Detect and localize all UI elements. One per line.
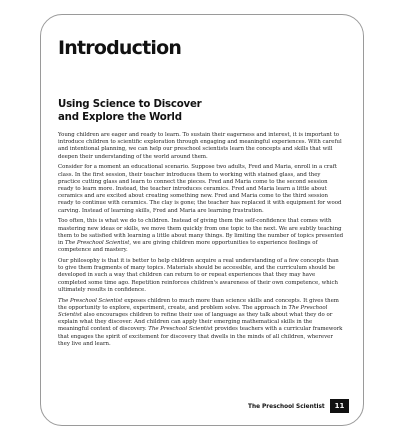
paragraph-text: , we are giving children more opportunities to experience feelings of competence and mastery. bbox=[58, 240, 318, 254]
paragraph-text: Our philosophy is that it is better to help children acquire a real understanding of a few concepts than to give them fragments of many topics. Materials should be accessible, and the curriculum should be developed in such a way that children can return to or repeat experiences that they may have completed some time ago. Repetition reinforces children's awareness of their own competence, which ultimately results in confidence. bbox=[58, 258, 339, 293]
book-title-reference: The Preschool Scientist bbox=[58, 304, 328, 319]
subtitle-line-1: Using Science to Discover bbox=[58, 99, 202, 110]
body-paragraph bbox=[58, 132, 344, 161]
paragraph-text: Young children are eager and ready to learn. To sustain their eagerness and interest, it is important to introduce children to scientific exploration through engaging and meaningful experiences. With careful and intentional planning, we can help our preschool scientists learn the concepts and skills that will deepen their understanding of the world around them. bbox=[58, 132, 342, 160]
body-paragraph bbox=[58, 218, 344, 254]
page-number-badge: 11 bbox=[330, 399, 349, 413]
body-paragraph bbox=[58, 298, 344, 348]
section-subtitle bbox=[58, 98, 338, 124]
paragraph-text: provides teachers with a curricular framework that engages the spirit of excitement for discovery that dwells in the minds of all children, wherever they live and learn. bbox=[58, 326, 343, 347]
body-paragraph bbox=[58, 258, 344, 294]
book-title-reference: The Preschool Scientist bbox=[64, 240, 130, 247]
book-title-reference: The Preschool Scientist bbox=[58, 297, 123, 304]
footer-book-title: The Preschool Scientist bbox=[248, 404, 325, 410]
paragraph-text: Consider for a moment an educational scenario. Suppose two adults, Fred and Maria, enroll in a craft class. In the first session, their teacher introduces them to working with stained glass, and they practice cutting glass and learn to connect the pieces. Fred and Maria come to the second session ready to learn more. Instead, the teacher introduces ceramics. Fred and Maria learn a little about ceramics and are excited about creating something new. Fred and Maria come to the third session ready to continue with ceramics. The clay is gone; the teacher has replaced it with equipment for wood carving. Instead of learning skills, Fred and Maria are learning frustration. bbox=[58, 164, 342, 214]
paragraph-text: Too often, this is what we do to children. Instead of giving them the self-confidence that comes with mastering new ideas or skills, we move them quickly from one topic to the next. We are subtly teaching them to be satisfied with learning a little about many things. By limiting the number of topics presented in bbox=[58, 218, 344, 247]
body-text bbox=[58, 132, 344, 352]
paragraph-text: also encourages children to refine their use of language as they talk about what they do or explain what they discover. And children can apply their emerging mathematical skills in the meaningful context of discovery. bbox=[58, 312, 333, 333]
paragraph-text: exposes children to much more than science skills and concepts. It gives them the opportunity to explore, experiment, create, and problem solve. The approach in bbox=[58, 297, 339, 311]
book-title-reference: The Preschool Scientist bbox=[148, 326, 213, 333]
page-title: Introduction bbox=[58, 37, 182, 59]
body-paragraph bbox=[58, 164, 344, 214]
subtitle-line-2: and Explore the World bbox=[58, 112, 182, 123]
